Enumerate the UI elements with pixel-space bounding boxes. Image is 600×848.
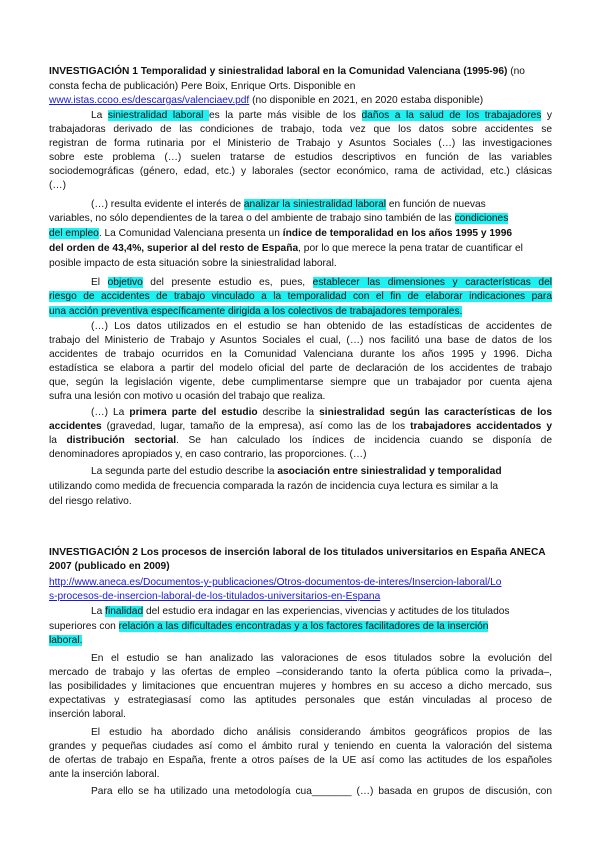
inv1-p1-l3: registran de forma rutinaria por el Ministerio de Trabajo y Asuntos Sociales (…) las investigaciones — [49, 138, 552, 149]
inv2-p3-l3: de ofertas de trabajo en España, frente a otros países de la UE así como las actitudes de los españoles — [49, 755, 552, 766]
inv2-p2-l2: mercado de trabajo y las ofertas de empleo –considerando tanto la oferta pública como la privada–, — [49, 667, 552, 678]
inv2-p1-l1: La finalidad del estudio era indagar en las experiencias, vivencias y actitudes de los titulados — [91, 606, 510, 617]
inv2-p2-l5: inserción laboral. — [49, 709, 127, 720]
inv2-p3-l2: grandes y pequeñas ciudades así como el ámbito rural y teniendo en cuenta la valoración del sistema — [49, 741, 552, 752]
inv1-p1-l4: sobre este problema (…) suelen tratarse de estudios descriptivos en función de las variables — [49, 152, 552, 163]
inv1-authors: consta fecha de publicación) Pere Boix, Enrique Orts. Disponible en — [49, 81, 356, 92]
inv1-p3-l1: El objetivo del presente estudio es, pues, establecer las dimensiones y características del — [91, 277, 553, 288]
inv2-link-cont[interactable]: s-procesos-de-insercion-laboral-de-los-titulados-universitarios-en-Espana — [49, 591, 381, 602]
inv1-p6-l2: utilizando como medida de frecuencia comparada la razón de incidencia cuya lectura es similar a la — [49, 481, 499, 492]
inv1-p5-l3: la distribución sectorial. Se han calculado los índices de incidencia cuando se disponía de — [49, 435, 553, 446]
inv1-p4-l2: trabajo del Ministerio de Trabajo y Asuntos Sociales el cual, (…) nos facilitó una base de datos de los — [49, 335, 552, 346]
inv1-p1-l1: La siniestralidad laboral es la parte más visible de los daños a la salud de los trabajadores y — [91, 110, 552, 121]
inv1-p4-l4: estadística se elabora a partir del modelo oficial del parte de declaración de los accidentes de trabajo — [49, 363, 552, 374]
inv2-p2-l1: En el estudio se han analizado las valoraciones de esos titulados sobre la evolución del — [91, 653, 552, 664]
inv1-p5-l2: accidentes (gravedad, lugar, tamaño de la empresa), así como las de los trabajadores accidentados y — [49, 421, 552, 432]
inv2-p3-l1: El estudio ha abordado dicho análisis considerando ámbitos geográficos propios de las — [91, 727, 552, 738]
inv2-p2-l4: expectativas y estrategiasasí como las aptitudes personales que están vinculadas al proceso de — [49, 695, 552, 706]
inv1-p1-l6: (…) — [49, 180, 66, 191]
inv2-p2-l3: las posibilidades y limitaciones que encuentran mujeres y hombres en su acceso a dicho mercado, sus — [49, 681, 552, 692]
inv1-p5-l1: (…) La primera parte del estudio describe la siniestralidad según las características de los — [91, 407, 553, 418]
inv1-p1-l5: sociodemográficas (género, edad, etc.) y laborales (sector económico, rama de actividad, etc.) clásicas — [49, 166, 552, 177]
inv1-p4-l1: (…) Los datos utilizados en el estudio se han obtenido de las estadísticas de accidentes de — [91, 321, 552, 332]
inv1-p4-l6: sufra una lesión con motivo u ocasión del trabajo que realiza. — [49, 391, 326, 402]
inv2-title-l2: 2007 (publicado en 2009) — [49, 561, 170, 572]
inv1-title: INVESTIGACIÓN 1 Temporalidad y siniestralidad laboral en la Comunidad Valenciana (1995-96) (no — [49, 66, 525, 77]
inv1-p3-l3: una acción preventiva específicamente dirigida a los colectivos de trabajadores temporales. — [49, 306, 463, 317]
inv1-p6-l3: del riesgo relativo. — [49, 496, 132, 507]
inv1-p2-l3: del empleo. La Comunidad Valenciana presenta un índice de temporalidad en los años 1995 y 1996 — [49, 228, 513, 239]
inv2-link[interactable]: http://www.aneca.es/Documentos-y-publicaciones/Otros-documentos-de-interes/Insercion-laboral/Lo — [49, 577, 502, 588]
inv2-url-l1[interactable] — [49, 576, 501, 589]
inv2-url-l2[interactable] — [49, 590, 380, 603]
inv2-p1-l3: laboral. — [49, 635, 83, 646]
inv1-p6-l1: La segunda parte del estudio describe la asociación entre siniestralidad y temporalidad — [91, 466, 502, 477]
inv1-p2-l1: (…) resulta evidente el interés de analizar la siniestralidad laboral en función de nuevas — [91, 199, 486, 210]
inv2-p4-l1: Para ello se ha utilizado una metodología cua_______ (…) basada en grupos de discusión, con — [91, 786, 552, 797]
inv2-title-l1: INVESTIGACIÓN 2 Los procesos de inserción laboral de los titulados universitarios en España ANECA — [49, 547, 546, 558]
inv1-p2-l2: variables, no sólo dependientes de la tarea o del ambiente de trabajo sino también de las condiciones — [49, 213, 509, 224]
inv1-p4-l3: accidentes de trabajo ocurridos en la Comunidad Valenciana durante los años 1995 y 1996. Dicha — [49, 349, 552, 360]
inv1-source: www.istas.ccoo.es/descargas/valenciaev.pdf (no disponible en 2021, en 2020 estaba disponible) — [49, 95, 484, 106]
inv1-link[interactable]: www.istas.ccoo.es/descargas/valenciaev.pdf — [49, 95, 250, 106]
inv1-p4-l5: que, según la legislación vigente, debe cumplimentarse siempre que un trabajador por cuenta ajena — [49, 377, 552, 388]
inv1-p3-l2: riesgo de accidentes de trabajo vinculado a la temporalidad con el fin de elaborar indicaciones para — [49, 291, 552, 302]
inv1-p2-l5: posible impacto de esta situación sobre la siniestralidad laboral. — [49, 258, 337, 269]
inv2-p1-l2: superiores con relación a las dificultades encontradas y a los factores facilitadores de la inserción — [49, 621, 489, 632]
inv1-p5-l4: denominadores apropiados y, en caso contrario, las proporciones. (…) — [49, 449, 367, 460]
inv1-p2-l4: del orden de 43,4%, superior al del resto de España, por lo que merece la pena tratar de cuantificar el — [49, 243, 523, 254]
inv2-p3-l4: ante la inserción laboral. — [49, 769, 160, 780]
inv1-p1-l2: trabajadoras derivado de las condiciones de trabajo, toda vez que los datos sobre accidentes se — [49, 124, 552, 135]
